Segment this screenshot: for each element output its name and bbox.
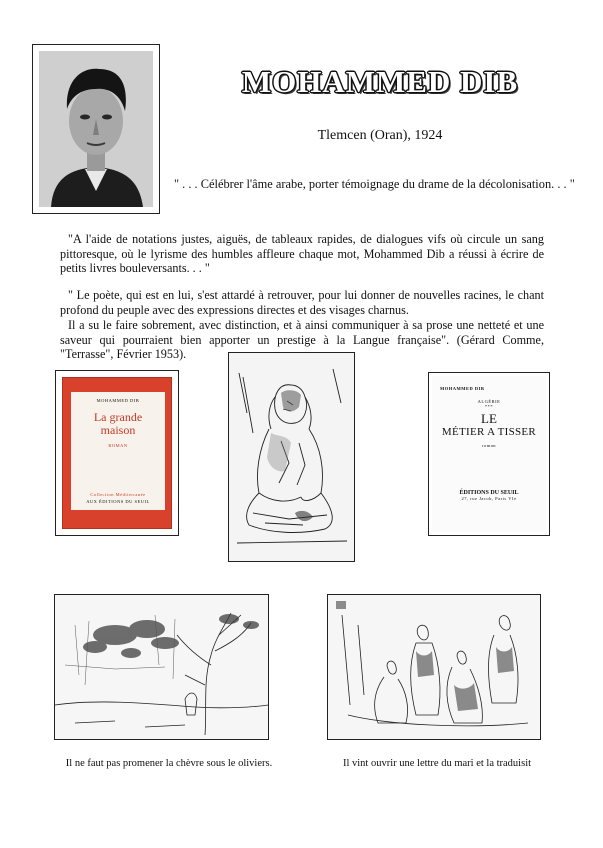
book-author: MOHAMMED DIB (440, 386, 485, 391)
sketch-olive-trees (54, 594, 269, 740)
book-publisher: ÉDITIONS DU SEUIL (459, 490, 519, 496)
page-title: MOHAMMED DIB (241, 64, 519, 99)
book-cover-label (71, 392, 165, 510)
author-origin: Tlemcen (Oran), 1924 (317, 128, 443, 143)
book-cover-metier-a-tisser (428, 372, 550, 536)
critique-paragraph-1: "A l'aide de notations justes, aiguës, de tableaux rapides, de dialogues vifs où circule un sang pittoresque, où le lyrisme des humbles affleure chaque mot, Mohammed Dib a réussi à écrire de petits livres bouleversants. . . " (60, 232, 544, 276)
book-genre: roman (482, 443, 496, 448)
book-title-line2: maison (100, 423, 136, 437)
author-portrait-photo (39, 51, 153, 207)
book-address: 27, rue Jacob, Paris VIe (461, 496, 517, 501)
author-portrait-frame (32, 44, 160, 214)
critique-paragraph-2: " Le poète, qui est en lui, s'est attardé à retrouver, pour lui donner de nouvelles racines, le chant profond du peuple avec des expressions directes et des visages charnus. (60, 288, 544, 317)
caption-letter-scene: Il vint ouvrir une lettre du mari et la traduisit (342, 758, 532, 769)
book-series: ALGÉRIE (477, 399, 501, 404)
book-collection: Collection Méditerranée (90, 492, 146, 497)
book-cover-red (62, 377, 172, 529)
book-title-page (432, 376, 546, 532)
book-series-marks: *** (484, 404, 494, 409)
sketch-letter-reading-scene (327, 594, 541, 740)
book-cover-grande-maison (55, 370, 179, 536)
book-genre: ROMAN (108, 443, 128, 448)
caption-olive-trees: Il ne faut pas promener la chèvre sous le oliviers. (65, 758, 273, 769)
book-publisher: AUX ÉDITIONS DU SEUIL (86, 499, 150, 504)
book-title-line1: LE (481, 411, 497, 426)
book-author: MOHAMMED DIB (96, 398, 140, 403)
book-title-line2: MÉTIER A TISSER (441, 426, 537, 438)
sketch-seated-figure (228, 352, 355, 562)
book-title-line1: La grande (93, 410, 143, 424)
epigraph-quote: " . . . Célébrer l'âme arabe, porter témoignage du drame de la décolonisation. . . " (174, 177, 575, 191)
critique-paragraph-3: Il a su le faire sobrement, avec distinction, et à ainsi communiquer à sa prose une netteté et une saveur qui pourraient bien apporter un prestige à la Langue française". (Gérard Comme, "Terrasse", Février 1953). (60, 318, 544, 362)
